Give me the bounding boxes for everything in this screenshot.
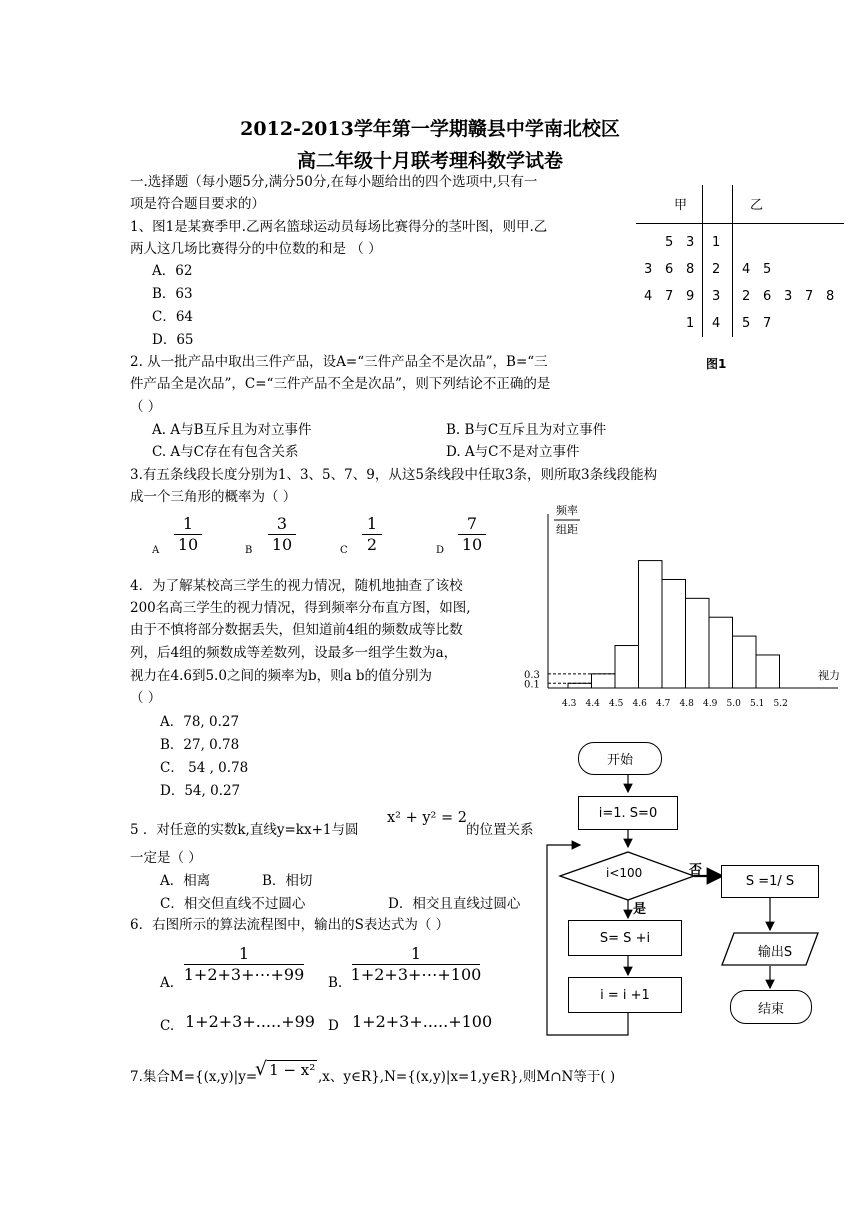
- histogram-xlabel: 视力: [818, 669, 840, 682]
- q6-expression-b: 1 1+2+3+⋯+100: [350, 944, 482, 984]
- histogram-bar: [662, 579, 686, 688]
- q6-label-b: B.: [328, 975, 343, 991]
- q4-stem-4: 列，后4组的频数成等差数列，设最多一组学生数为a，: [130, 645, 458, 661]
- q3-label-b: B: [245, 545, 253, 556]
- q5-stem-suffix: 的位置关系: [466, 822, 534, 838]
- q1-option-d: D．65: [152, 332, 194, 348]
- left-leaf: 3: [644, 262, 653, 277]
- q5-option-c: C．相交但直线不过圆心: [160, 896, 306, 912]
- q5-option-b: B．相切: [262, 873, 313, 889]
- q1-option-c: C．64: [152, 309, 194, 325]
- q6-expression-a: 1 1+2+3+⋯+99: [183, 944, 305, 984]
- section-heading: 一.选择题（每小题5分,满分50分,在每小题给出的四个选项中,只有一: [130, 174, 538, 190]
- q5-option-d: D．相交且直线过圆心: [388, 896, 521, 912]
- histogram-bar: [568, 683, 592, 688]
- flowchart-output: 输出S: [757, 945, 793, 960]
- stem-value: 3: [712, 289, 721, 304]
- q2-option-d: D. A与C不是对立事件: [446, 444, 580, 460]
- x-tick-label: 5.0: [726, 699, 741, 709]
- histogram-bar: [615, 646, 639, 688]
- left-leaf: 6: [665, 262, 674, 277]
- q5-option-a: A．相离: [160, 873, 211, 889]
- stem-value: 2: [712, 262, 721, 277]
- q4-option-c: C． 54 , 0.78: [160, 760, 249, 776]
- x-tick-label: 4.9: [703, 699, 718, 709]
- q3-fraction-c: 1 2: [360, 514, 384, 555]
- q5-stem-cont: 一定是（ ）: [130, 850, 202, 866]
- q2-stem-cont: 件产品全是次品”，C=“三件产品不全是次品”，则下列结论不正确的是: [130, 376, 551, 392]
- q2-option-b: B. B与C互斥且为对立事件: [446, 422, 607, 438]
- section-heading-cont: 项是符合题目要求的）: [130, 196, 265, 212]
- left-leaf: 7: [665, 289, 674, 304]
- left-leaf: 9: [686, 289, 695, 304]
- x-tick-label: 4.8: [679, 699, 694, 709]
- histogram-bar: [686, 598, 710, 688]
- q2-option-c: C. A与C存在有包含关系: [152, 444, 299, 460]
- histogram-bar: [756, 655, 780, 688]
- y-tick-label: 0.3: [524, 669, 540, 681]
- q4-stem-1: 4．为了解某校高三学生的视力情况，随机地抽查了该校: [130, 578, 463, 594]
- q1-stem-cont: 两人这几场比赛得分的中位数的和是 （ ）: [130, 241, 382, 257]
- right-leaf: 7: [763, 316, 772, 331]
- q2-option-a: A. A与B互斥且为对立事件: [152, 422, 312, 438]
- stem-leaf-figure: [630, 185, 845, 375]
- x-tick-label: 4.6: [632, 699, 647, 709]
- stem-value: 1: [712, 235, 721, 250]
- flowchart-update-s: S= S +i: [568, 920, 682, 956]
- flowchart-end: 结束: [730, 990, 812, 1024]
- left-leaf: 8: [686, 262, 695, 277]
- left-leaf: 3: [686, 235, 695, 250]
- q3-stem: 3.有五条线段长度分别为1、3、5、7、9，从这5条线段中任取3条，则所取3条线段能构: [130, 467, 658, 483]
- q5-circle-equation: x² + y² = 2: [387, 810, 467, 826]
- flowchart-update-i: i = i +1: [568, 977, 682, 1013]
- q7-stem-prefix: 7.集合M={(x,y)|y=: [130, 1069, 258, 1085]
- exam-title-line1: 2012-2013学年第一学期赣县中学南北校区: [240, 118, 620, 140]
- q2-stem: 2. 从一批产品中取出三件产品，设A=“三件产品全不是次品”，B=“三: [130, 354, 548, 370]
- exam-title-line2: 高二年级十月联考理科数学试卷: [296, 150, 563, 172]
- right-leaf: 2: [742, 289, 751, 304]
- flowchart-yes-label: 是: [633, 902, 647, 917]
- x-tick-label: 4.4: [585, 699, 600, 709]
- histogram-ylabel-bottom: 组距: [556, 523, 578, 536]
- stem-leaf-header-left: 甲: [674, 198, 688, 213]
- q3-fraction-d: 7 10: [456, 514, 488, 555]
- q3-stem-cont: 成一个三角形的概率为（ ）: [130, 489, 297, 505]
- x-tick-label: 4.7: [656, 699, 671, 709]
- q3-fraction-a: 1 10: [172, 514, 204, 555]
- q1-stem: 1、图1是某赛季甲.乙两名篮球运动员每场比赛得分的茎叶图，则甲.乙: [130, 219, 548, 235]
- stem-value: 4: [712, 316, 721, 331]
- right-leaf: 8: [826, 289, 835, 304]
- right-leaf: 7: [805, 289, 814, 304]
- q3-fraction-b: 3 10: [266, 514, 298, 555]
- left-leaf: 4: [644, 289, 653, 304]
- q3-label-d: D: [436, 545, 445, 556]
- q6-label-a: A.: [160, 975, 175, 991]
- q6-stem: 6．右图所示的算法流程图中，输出的S表达式为（ ）: [130, 917, 450, 933]
- x-tick-label: 5.1: [750, 699, 765, 709]
- flowchart-condition: i<100: [606, 866, 643, 880]
- q5-stem-prefix: 5 ．对任意的实数k,直线y=kx+1与圆: [130, 822, 359, 838]
- frequency-histogram: [520, 500, 855, 720]
- flowchart-compute: S =1/ S: [721, 865, 819, 898]
- histogram-ylabel-top: 频率: [556, 504, 578, 517]
- q4-stem-5: 视力在4.6到5.0之间的频率为b，则a b的值分别为: [130, 668, 433, 684]
- stem-leaf-caption: 图1: [706, 357, 727, 371]
- histogram-bar: [709, 617, 733, 688]
- flowchart-start: 开始: [578, 742, 662, 775]
- x-tick-label: 4.3: [562, 699, 577, 709]
- q4-option-a: A．78, 0.27: [160, 714, 240, 730]
- q1-option-b: B．63: [152, 286, 193, 302]
- x-tick-label: 5.2: [773, 699, 788, 709]
- left-leaf: 1: [686, 316, 695, 331]
- right-leaf: 3: [784, 289, 793, 304]
- flowchart-no-label: 否: [689, 863, 703, 878]
- sqrt-sign-icon: √: [255, 1058, 268, 1080]
- y-tick-label: 0.1: [524, 679, 540, 691]
- q3-label-c: C: [340, 545, 348, 556]
- q6-label-c: C.: [160, 1018, 175, 1034]
- histogram-bar: [639, 561, 663, 688]
- flowchart-init: i=1. S=0: [578, 796, 678, 830]
- q4-stem-6: （ ）: [130, 690, 162, 706]
- q4-option-b: B．27, 0.78: [160, 737, 240, 753]
- q7-sqrt-expression: √ 1 − x²: [255, 1058, 316, 1080]
- q1-option-a: A．62: [152, 263, 193, 279]
- q4-stem-2: 200名高三学生的视力情况，得到频率分布直方图，如图,: [130, 600, 471, 616]
- stem-leaf-header-right: 乙: [750, 198, 764, 213]
- histogram-bar: [592, 674, 616, 688]
- q3-label-a: A: [152, 545, 160, 556]
- right-leaf: 6: [763, 289, 772, 304]
- right-leaf: 4: [742, 262, 751, 277]
- histogram-bar: [733, 636, 757, 688]
- q2-stem-blank: （ ）: [130, 399, 162, 415]
- x-tick-label: 4.5: [609, 699, 624, 709]
- q6-label-d: D: [328, 1018, 339, 1034]
- left-leaf: 5: [665, 235, 674, 250]
- q6-expression-c: 1+2+3+.....+99: [185, 1012, 315, 1031]
- right-leaf: 5: [742, 316, 751, 331]
- q4-stem-3: 由于不慎将部分数据丢失，但知道前4组的频数成等比数: [130, 622, 463, 638]
- q4-option-d: D．54, 0.27: [160, 783, 241, 799]
- right-leaf: 5: [763, 262, 772, 277]
- q6-expression-d: 1+2+3+.....+100: [352, 1012, 493, 1031]
- q7-stem-suffix: ,x、y∈R},N={(x,y)|x=1,y∈R},则M∩N等于( ): [318, 1069, 616, 1085]
